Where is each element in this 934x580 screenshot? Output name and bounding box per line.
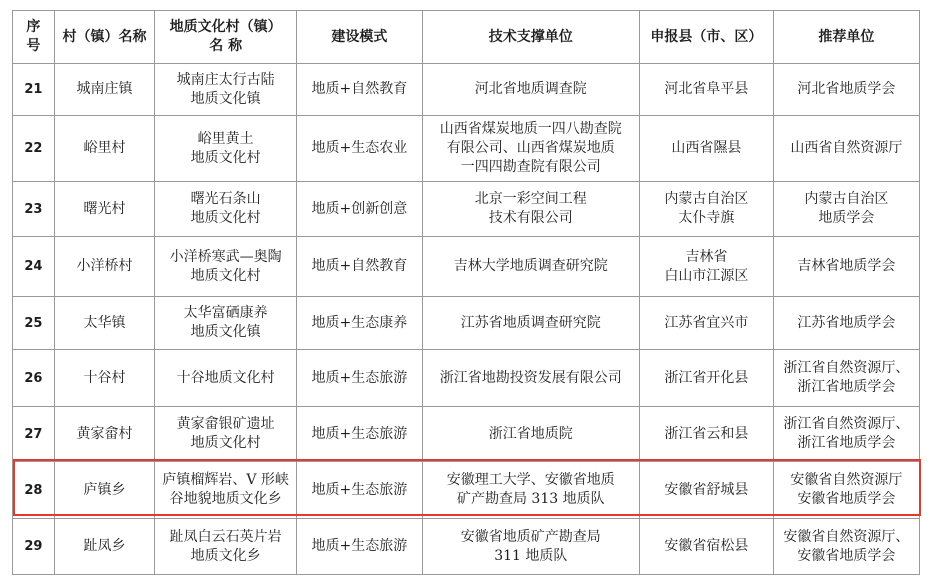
cell-geo-village [155, 350, 297, 407]
cell-mode: 地质+生态旅游 [297, 407, 422, 462]
table-row [13, 462, 920, 519]
cell-geo-village-line: 地质文化村 [190, 149, 261, 166]
cell-village: 城南庄镇 [54, 64, 154, 116]
cell-support-line: 311 地质队 [494, 547, 568, 564]
cell-support-line: 北京一彩空间工程 [474, 191, 587, 207]
cell-seq: 29 [13, 519, 55, 575]
table-row [13, 297, 920, 350]
cell-recommender [773, 237, 919, 297]
header-geo-line: 地质文化村（镇） [169, 19, 282, 35]
table-row [13, 237, 920, 297]
cell-support [422, 350, 639, 407]
header-recommender: 推荐单位 [773, 11, 919, 64]
cell-county-line: 河北省阜平县 [664, 81, 749, 97]
header-seq [13, 11, 55, 64]
cell-county [639, 462, 773, 519]
cell-seq: 23 [13, 182, 55, 237]
cell-recommender-line: 河北省地质学会 [797, 81, 896, 97]
cell-geo-village-line: 趾凤白云石英片岩 [169, 528, 282, 545]
cell-county [639, 182, 773, 237]
cell-village: 趾凤乡 [54, 519, 154, 575]
cell-geo-village [155, 519, 297, 575]
cell-support [422, 64, 639, 116]
cell-support-line: 安徽理工大学、安徽省地质 [446, 472, 615, 488]
cell-seq: 21 [13, 64, 55, 116]
cell-county [639, 350, 773, 407]
cell-support-line: 浙江省地质院 [488, 425, 573, 442]
cell-mode: 地质+自然教育 [297, 237, 422, 297]
cell-support-line: 山西省煤炭地质一四八勘查院 [439, 121, 622, 137]
cell-county [639, 407, 773, 462]
cell-county [639, 519, 773, 575]
cell-support [422, 297, 639, 350]
cell-recommender [773, 462, 919, 519]
cell-geo-village-line: 峪里黄土 [197, 130, 254, 147]
cell-mode: 地质+生态旅游 [297, 350, 422, 407]
cell-county-line: 吉林省 [685, 248, 728, 265]
cell-village: 太华镇 [54, 297, 154, 350]
cell-support-line: 有限公司、山西省煤炭地质 [446, 140, 615, 156]
cell-geo-village-line: 地质文化村 [190, 267, 261, 284]
cell-recommender [773, 297, 919, 350]
cell-county-line: 浙江省开化县 [664, 369, 749, 386]
cell-geo-village-line: 地质文化村 [190, 210, 261, 226]
header-county: 申报县（市、区） [639, 11, 773, 64]
cell-recommender-line: 安徽省自然资源厅、 [783, 528, 910, 545]
cell-seq: 28 [13, 462, 55, 519]
cell-recommender-line: 安徽省地质学会 [797, 491, 896, 507]
cell-support-line: 技术有限公司 [488, 210, 573, 226]
cell-seq: 22 [13, 116, 55, 182]
cell-county [639, 64, 773, 116]
cell-geo-village-line: 地质文化村 [190, 435, 261, 451]
cell-support [422, 407, 639, 462]
cell-support-line: 吉林大学地质调查研究院 [453, 258, 608, 274]
cell-mode: 地质+自然教育 [297, 64, 422, 116]
table-row [13, 407, 920, 462]
cell-village: 峪里村 [54, 116, 154, 182]
cell-village: 曙光村 [54, 182, 154, 237]
cell-county [639, 297, 773, 350]
cell-geo-village-line: 庐镇榴辉岩、V 形峡 [162, 472, 289, 488]
cell-mode: 地质+生态旅游 [297, 519, 422, 575]
cell-geo-village-line: 地质文化镇 [190, 324, 261, 340]
cell-geo-village [155, 462, 297, 519]
cell-geo-village-line: 谷地貌地质文化乡 [169, 491, 282, 507]
cell-support [422, 237, 639, 297]
header-row [13, 11, 920, 64]
cell-recommender [773, 64, 919, 116]
cell-mode: 地质+创新创意 [297, 182, 422, 237]
cell-recommender-line: 安徽省地质学会 [797, 547, 896, 564]
header-seq-line: 序 [26, 19, 41, 35]
cell-support-line: 一四四勘查院有限公司 [460, 159, 601, 175]
cell-mode: 地质+生态农业 [297, 116, 422, 182]
cell-support-line: 矿产勘查局 313 地质队 [456, 491, 605, 507]
cell-seq: 26 [13, 350, 55, 407]
cell-support [422, 462, 639, 519]
header-geo-village [155, 11, 297, 64]
cell-village: 庐镇乡 [54, 462, 154, 519]
cell-geo-village-line: 黄家畲银矿遗址 [176, 416, 275, 432]
cell-seq: 25 [13, 297, 55, 350]
cell-recommender-line: 浙江省自然资源厅、 [783, 360, 910, 376]
header-support: 技术支撑单位 [422, 11, 639, 64]
cell-seq: 24 [13, 237, 55, 297]
cell-recommender [773, 116, 919, 182]
cell-seq: 27 [13, 407, 55, 462]
cell-county-line: 浙江省云和县 [664, 425, 749, 442]
cell-geo-village-line: 地质文化乡 [190, 547, 261, 564]
cell-geo-village [155, 297, 297, 350]
cell-recommender-line: 浙江省地质学会 [797, 435, 896, 451]
geological-village-table [12, 10, 920, 575]
cell-county-line: 白山市江源区 [664, 267, 749, 284]
table-row [13, 182, 920, 237]
cell-county-line: 山西省隰县 [671, 140, 742, 156]
cell-recommender [773, 519, 919, 575]
header-mode: 建设模式 [297, 11, 422, 64]
cell-recommender-line: 地质学会 [818, 210, 875, 226]
table-row [13, 64, 920, 116]
cell-geo-village-line: 城南庄太行古陆 [176, 71, 275, 88]
cell-support [422, 116, 639, 182]
cell-geo-village-line: 地质文化镇 [190, 90, 261, 107]
header-geo-line: 名 称 [209, 38, 243, 54]
cell-village: 十谷村 [54, 350, 154, 407]
cell-recommender [773, 182, 919, 237]
cell-recommender-line: 浙江省地质学会 [797, 379, 896, 395]
cell-mode: 地质+生态康养 [297, 297, 422, 350]
cell-support-line: 安徽省地质矿产勘查局 [460, 528, 601, 545]
cell-geo-village-line: 太华富硒康养 [183, 305, 268, 321]
cell-support-line: 浙江省地勘投资发展有限公司 [439, 369, 622, 386]
cell-county [639, 237, 773, 297]
cell-village: 小洋桥村 [54, 237, 154, 297]
cell-geo-village [155, 407, 297, 462]
cell-geo-village-line: 曙光石条山 [190, 191, 261, 207]
cell-recommender-line: 吉林省地质学会 [797, 258, 896, 274]
cell-county-line: 内蒙古自治区 [664, 191, 749, 207]
cell-county-line: 安徽省舒城县 [664, 481, 749, 498]
table-row [13, 116, 920, 182]
cell-support-line: 河北省地质调查院 [474, 81, 587, 97]
cell-support-line: 江苏省地质调查研究院 [460, 314, 601, 331]
header-seq-line: 号 [26, 38, 41, 54]
cell-county-line: 太仆寺旗 [678, 210, 735, 226]
cell-support [422, 182, 639, 237]
cell-geo-village [155, 237, 297, 297]
cell-geo-village [155, 182, 297, 237]
cell-support [422, 519, 639, 575]
cell-county-line: 江苏省宜兴市 [664, 314, 749, 331]
cell-recommender [773, 350, 919, 407]
cell-village: 黄家畲村 [54, 407, 154, 462]
cell-recommender-line: 浙江省自然资源厅、 [783, 416, 910, 432]
cell-county [639, 116, 773, 182]
table-row [13, 350, 920, 407]
table-row [13, 519, 920, 575]
cell-county-line: 安徽省宿松县 [664, 538, 749, 554]
cell-recommender [773, 407, 919, 462]
cell-recommender-line: 安徽省自然资源厅 [790, 472, 903, 488]
cell-recommender-line: 江苏省地质学会 [797, 314, 896, 331]
cell-geo-village-line: 十谷地质文化村 [176, 369, 275, 386]
cell-recommender-line: 内蒙古自治区 [804, 191, 889, 207]
cell-recommender-line: 山西省自然资源厅 [790, 140, 903, 156]
header-village: 村（镇）名称 [54, 11, 154, 64]
cell-geo-village [155, 64, 297, 116]
cell-mode: 地质+生态旅游 [297, 462, 422, 519]
cell-geo-village-line: 小洋桥寒武—奥陶 [169, 248, 282, 265]
cell-geo-village [155, 116, 297, 182]
